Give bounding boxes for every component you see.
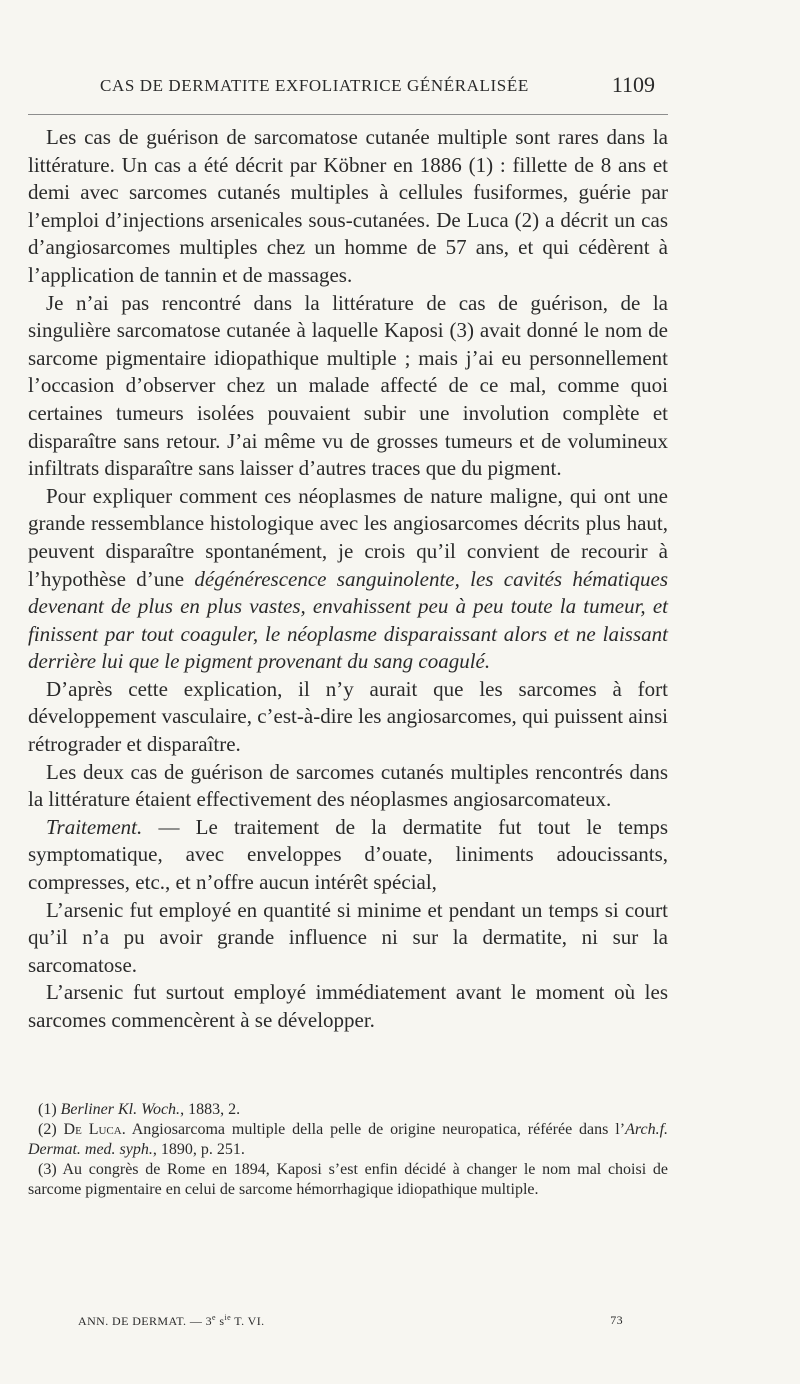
paragraph: Pour expliquer comment ces néoplasmes de nature maligne, qui ont une grande ressemblance histologique avec les angiosarcomes décrits plus haut, peuvent disparaître spontanément, je crois qu’il convient de recourir à l’hypothèse d’une dégénérescence sanguinolente, les cavités hématiques devenant de plus en plus vastes, envahissent peu à peu toute la tumeur, et finissent par tout coaguler, le néoplasme disparaissant alors et ne laissant derrière lui que le pigment provenant du sang coagulé. (28, 483, 668, 674)
paragraph: L’arsenic fut employé en quantité si minime et pendant un temps si court qu’il n’a pu avoir grande influence ni sur la dermatite, ni sur la sarcomatose. (28, 897, 668, 977)
italic-passage: dégénérescence sanguinolente, les cavités hématiques devenant de plus en plus vastes, envahissent peu à peu toute la tumeur, et finissent par tout coaguler, le néoplasme disparaissant alors et ne laissant derrière lui que le pigment provenant du sang coagulé. (28, 566, 668, 674)
section-lead: Traitement. (46, 814, 143, 839)
paragraph: Je n’ai pas rencontré dans la littérature de cas de guérison, de la singulière sarcomatose cutanée à laquelle Kaposi (3) avait donné le nom de sarcome pigmentaire idiopathique multiple ; mais j’ai eu personnellement l’occasion d’observer chez un malade affecté de ce mal, comme quoi certaines tumeurs isolées pouvaient subir une involution complète et disparaître sans retour. J’ai même vu de grosses tumeurs et de volumineux infiltrats disparaître sans laisser d’autres traces que du pigment. (28, 290, 668, 481)
running-title: CAS DE DERMATITE EXFOLIATRICE GÉNÉRALISÉE (100, 76, 529, 95)
footnote: (3) Au congrès de Rome en 1894, Kaposi s’est enfin décidé à changer le nom mal choisi de sarcome pigmentaire en celui de sarcome hémorrhagique idiopathique multiple. (28, 1161, 668, 1198)
running-header (100, 74, 655, 102)
footnote: (1) Berliner Kl. Woch., 1883, 2. (38, 1101, 241, 1118)
printer-signature (78, 1313, 623, 1333)
paragraph: Traitement. — Le traitement de la dermatite fut tout le temps symptomatique, avec enveloppes d’ouate, liniments adoucissants, compresses, etc., et n’offre aucun intérêt spécial, (28, 814, 668, 895)
footnote: (2) De Luca. Angiosarcoma multiple della pelle de origine neuropatica, référée dans l’Arch.f. Dermat. med. syph., 1890, p. 251. (28, 1121, 669, 1158)
paragraph: D’après cette explication, il n’y aurait que les sarcomes à fort développement vasculaire, c’est-à-dire les angiosarcomes, qui puissent ainsi rétrograder et disparaître. (28, 676, 668, 757)
body-text (28, 124, 668, 1035)
paragraph: Les deux cas de guérison de sarcomes cutanés multiples rencontrés dans la littérature étaient effectivement des néoplasmes angiosarcomateux. (28, 759, 668, 812)
footnotes (28, 1100, 668, 1200)
page-number: 1109 (611, 72, 655, 97)
paragraph: Les cas de guérison de sarcomatose cutanée multiple sont rares dans la littérature. Un cas a été décrit par Köbner en 1886 (1) : fillette de 8 ans et demi avec sarcomes cutanés multiples à cellules fusiformes, guérie par l’emploi d’injections arsenicales sous-cutanées. De Luca (2) a décrit un cas d’angiosarcomes multiples chez un homme de 57 ans, et qui cédèrent à l’application de tannin et de massages. (28, 125, 668, 287)
sheet-number: 73 (610, 1313, 623, 1327)
paragraph: L’arsenic fut surtout employé immédiatement avant le moment où les sarcomes commencèrent à se développer. (28, 980, 668, 1032)
signature-line: ANN. DE DERMAT. — 3e $s^{ie}$ T. VI. (78, 1313, 265, 1328)
header-rule (28, 114, 668, 115)
